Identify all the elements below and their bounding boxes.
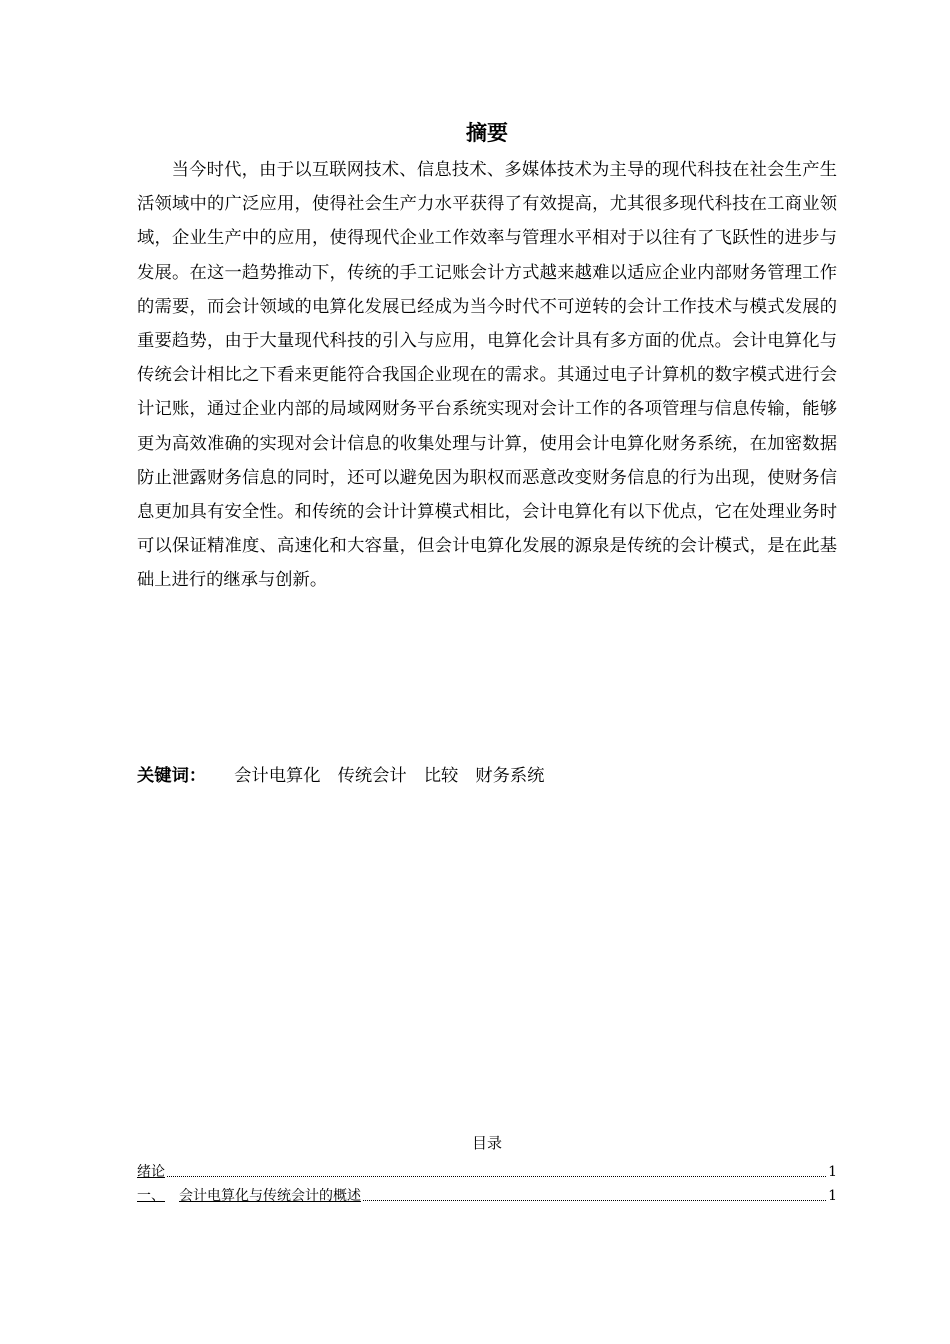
toc-entry-label: 会计电算化与传统会计的概述 (179, 1188, 361, 1204)
toc-title: 目录 (471, 1134, 502, 1152)
toc-entry-introduction[interactable] (137, 1158, 837, 1182)
toc-entry-page: 1 (828, 1164, 837, 1180)
keyword: 财务系统 (475, 766, 545, 786)
table-of-contents (137, 1158, 837, 1206)
toc-entry-number: 一、 (137, 1188, 165, 1204)
toc-entry-chapter-1[interactable] (137, 1182, 837, 1206)
keywords-label: 关键词： (137, 766, 207, 786)
keyword: 会计电算化 (234, 766, 321, 786)
toc-entry-page: 1 (828, 1188, 837, 1204)
toc-entry-label[interactable]: 绪论 (137, 1164, 165, 1180)
toc-dot-leader (167, 1176, 826, 1177)
keyword: 比较 (423, 766, 459, 786)
toc-entry-link[interactable] (137, 1186, 361, 1206)
abstract-body: 当今时代，由于以互联网技术、信息技术、多媒体技术为主导的现代科技在社会生产生活领域中的广泛应用，使得社会生产力水平获得了有效提高，尤其很多现代科技在工商业领域，企业生产中的应用，使得现代企业工作效率与管理水平相对于以往有了飞跃性的进步与发展。在这一趋势推动下，传统的手工记账会计方式越来越难以适应企业内部财务管理工作的需要，而会计领域的电算化发展已经成为当今时代不可逆转的会计工作技术与模式发展的重要趋势，由于大量现代科技的引入与应用，电算化会计具有多方面的优点。会计电算化与传统会计相比之下看来更能符合我国企业现在的需求。其通过电子计算机的数字模式进行会计记账，通过企业内部的局域网财务平台系统实现对会计工作的各项管理与信息传输，能够更为高效准确的实现对会计信息的收集处理与计算，使用会计电算化财务系统，在加密数据防止泄露财务信息的同时，还可以避免因为职权而恶意改变财务信息的行为出现，使财务信息更加具有安全性。和传统的会计计算模式相比，会计电算化有以下优点，它在处理业务时可以保证精准度、高速化和大容量，但会计电算化发展的源泉是传统的会计模式，是在此基础上进行的继承与创新。 (137, 160, 837, 591)
abstract-title: 摘要 (466, 121, 508, 145)
toc-dot-leader (363, 1200, 826, 1201)
keywords-line (137, 763, 561, 789)
keyword: 传统会计 (337, 766, 407, 786)
